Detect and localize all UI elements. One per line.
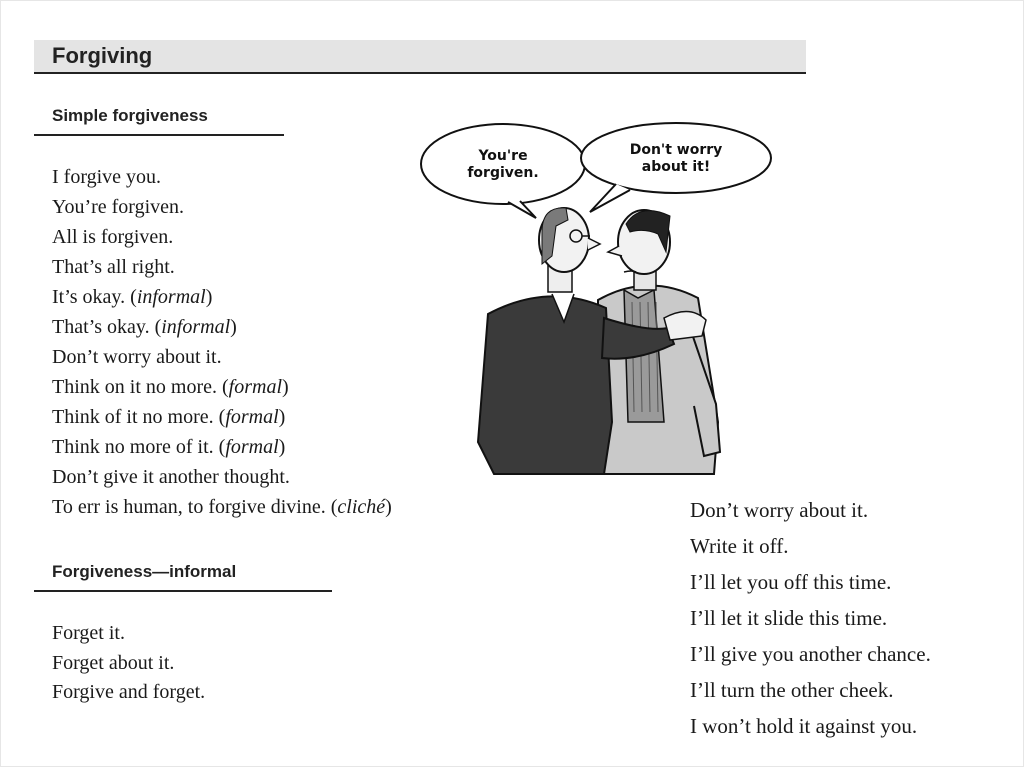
phrase-text: All is forgiven.	[52, 226, 174, 248]
phrase-item	[690, 636, 931, 672]
phrase-item	[52, 619, 205, 649]
speech-bubble-left	[421, 124, 585, 218]
register-note: (formal)	[218, 406, 286, 428]
bubble-right-line-1: Don't worry	[629, 142, 723, 158]
phrase-item	[52, 678, 205, 708]
phrase-text: I’ll give you another chance.	[690, 642, 931, 666]
forgiveness-cartoon-illustration	[418, 122, 778, 482]
phrase-text: Think no more of it.	[52, 436, 219, 458]
phrase-text: Don’t worry about it.	[690, 498, 869, 522]
phrase-item	[52, 492, 392, 522]
phrase-item	[690, 528, 931, 564]
phrase-item	[52, 342, 392, 372]
phrase-text: Don’t give it another thought.	[52, 466, 290, 488]
bubble-left-line-2: forgiven.	[467, 165, 539, 181]
phrase-item	[690, 672, 931, 708]
phrase-text: I’ll turn the other cheek.	[690, 678, 894, 702]
phrase-text: Write it off.	[690, 534, 789, 558]
phrase-text: That’s okay.	[52, 316, 155, 338]
bubble-left-line-1: You're	[478, 148, 528, 164]
section-heading-simple-forgiveness: Simple forgiveness	[34, 106, 284, 136]
phrase-item	[52, 312, 392, 342]
bubble-right-line-2: about it!	[641, 159, 711, 175]
phrase-text: Don’t worry about it.	[52, 346, 222, 368]
phrase-item	[52, 282, 392, 312]
phrase-item	[52, 649, 205, 679]
informal-forgiveness-list-left	[52, 619, 205, 708]
phrase-item	[52, 372, 392, 402]
phrase-item	[690, 708, 931, 744]
phrase-text: You’re forgiven.	[52, 196, 185, 218]
phrase-text: Forget it.	[52, 622, 125, 644]
phrase-text: Forgive and forget.	[52, 681, 206, 703]
phrase-text: I forgive you.	[52, 166, 162, 188]
phrase-item	[52, 222, 392, 252]
phrase-text: I’ll let it slide this time.	[690, 606, 888, 630]
simple-forgiveness-list	[52, 162, 392, 522]
page-title: Forgiving	[52, 43, 153, 68]
phrase-text: It’s okay.	[52, 286, 131, 308]
phrase-text: I’ll let you off this time.	[690, 570, 892, 594]
phrase-item	[52, 462, 392, 492]
register-note: (formal)	[221, 376, 289, 398]
speech-bubble-right	[581, 123, 771, 212]
phrase-text: That’s all right.	[52, 256, 175, 278]
phrase-item	[690, 564, 931, 600]
phrase-item	[52, 252, 392, 282]
section-heading-forgiveness-informal: Forgiveness—informal	[34, 562, 332, 592]
phrase-text: I won’t hold it against you.	[690, 714, 918, 738]
register-note: (informal)	[130, 286, 213, 308]
phrase-text: Think of it no more.	[52, 406, 219, 428]
title-bar	[34, 40, 806, 74]
phrase-item	[52, 402, 392, 432]
phrase-item	[52, 162, 392, 192]
phrase-item	[690, 492, 931, 528]
phrase-text: Think on it no more.	[52, 376, 222, 398]
phrase-item	[690, 600, 931, 636]
register-note: (informal)	[154, 316, 237, 338]
register-note: (formal)	[218, 436, 286, 458]
phrase-item	[52, 192, 392, 222]
informal-forgiveness-list-right	[690, 492, 931, 744]
register-note: (cliché)	[330, 496, 392, 518]
phrase-item	[52, 432, 392, 462]
phrase-text: Forget about it.	[52, 651, 175, 674]
phrase-text: To err is human, to forgive divine.	[52, 496, 331, 518]
